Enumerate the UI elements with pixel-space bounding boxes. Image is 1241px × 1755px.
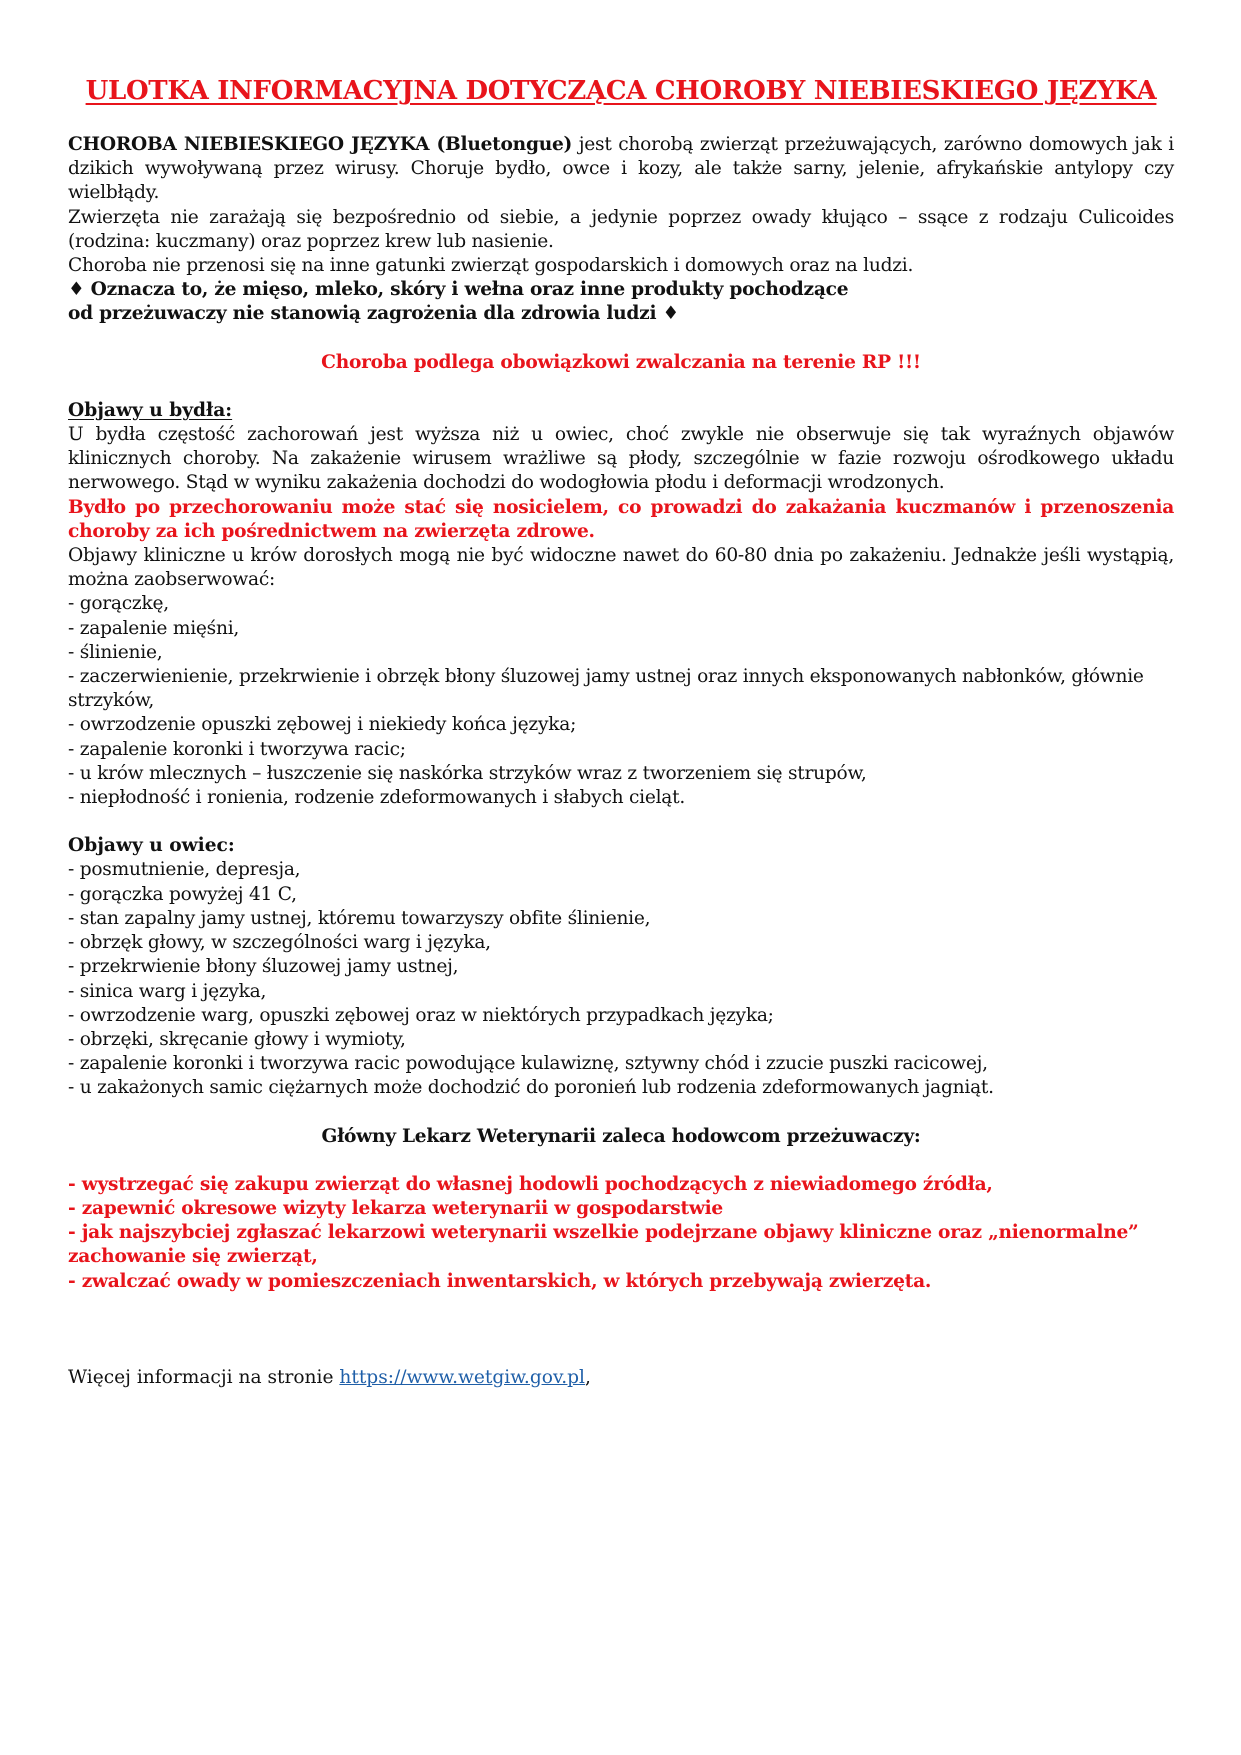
list-item: - jak najszybciej zgłaszać lekarzowi weterynarii wszelkie podejrzane objawy kliniczne oraz „nienormalne” zachowanie się zwierząt, <box>68 1222 1139 1268</box>
website-link[interactable]: https://www.wetgiw.gov.pl <box>339 1366 585 1388</box>
footer-info <box>68 1366 1174 1390</box>
intro-paragraph <box>68 133 1174 206</box>
sheep-symptom-list <box>68 858 1174 1100</box>
sheep-section <box>68 834 1174 1100</box>
list-item: - posmutnienie, depresja, <box>68 859 301 881</box>
list-item: - zapewnić okresowe wizyty lekarza weterynarii w gospodarstwie <box>68 1197 723 1219</box>
footer-text: Więcej informacji na stronie <box>68 1366 340 1388</box>
list-item: - gorączka powyżej 41 C, <box>68 883 297 905</box>
cattle-clinical: Objawy kliniczne u krów dorosłych mogą nie być widoczne nawet do 60-80 dnia po zakażeniu. Jednakże jeśli wystąpią, można zaobserwować: <box>68 545 1174 591</box>
list-item: - stan zapalny jamy ustnej, któremu towarzyszy obfite ślinienie, <box>68 907 651 929</box>
recommendations-heading: Główny Lekarz Weterynarii zaleca hodowcom przeżuwaczy: <box>321 1125 921 1147</box>
list-item: - zapalenie koronki i tworzywa racic; <box>68 738 406 760</box>
no-spread-paragraph: Choroba nie przenosi się na inne gatunki zwierząt gospodarskich i domowych oraz na ludzi. <box>68 255 914 277</box>
recommendations-section <box>68 1125 1174 1294</box>
document-title: ULOTKA INFORMACYJNA DOTYCZĄCA CHOROBY NIEBIESKIEGO JĘZYKA <box>85 76 1157 106</box>
transmission-paragraph: Zwierzęta nie zarażają się bezpośrednio od siebie, a jedynie poprzez owady kłująco – ssące z rodzaju Culicoides (rodzina: kuczmany) oraz poprzez krew lub nasienie. <box>68 206 1174 252</box>
list-item: - obrzęki, skręcanie głowy i wymioty, <box>68 1028 406 1050</box>
list-item: - zaczerwienienie, przekrwienie i obrzęk błony śluzowej jamy ustnej oraz innych eksponowanych nabłonków, głównie strzyków, <box>68 666 1144 712</box>
mandatory-notice: Choroba podlega obowiązkowi zwalczania na terenie RP !!! <box>321 351 921 373</box>
recommendations-list <box>68 1173 1174 1294</box>
list-item: - gorączkę, <box>68 593 169 615</box>
list-item: - owrzodzenie warg, opuszki zębowej oraz w niektórych przypadkach języka; <box>68 1004 774 1026</box>
list-item: - u krów mlecznych – łuszczenie się naskórka strzyków wraz z tworzeniem się strupów, <box>68 762 867 784</box>
list-item: - niepłodność i ronienia, rodzenie zdeformowanych i słabych cieląt. <box>68 787 686 809</box>
cattle-paragraph: U bydła częstość zachorowań jest wyższa niż u owiec, choć zwykle nie obserwuje się tak wyraźnych objawów klinicznych choroby. Na zakażenie wirusem wrażliwe są płody, szczególnie w fazie rozwoju ośrodkowego układu nerwowego. Stąd w wyniku zakażenia dochodzi do wodogłowia płodu i deformacji wrodzonych. <box>68 424 1174 494</box>
list-item: - u zakażonych samic ciężarnych może dochodzić do poronień lub rodzenia zdeformowanych jagniąt. <box>68 1077 994 1099</box>
intro-rest: jest chorobą zwierząt przeżuwających, zarówno domowych jak i dzikich wywoływaną przez wirusy. Choruje bydło, owce i kozy, ale także sarny, jelenie, afrykańskie antylopy czy wielbłądy. <box>68 134 1174 204</box>
cattle-symptom-list <box>68 592 1174 810</box>
list-item: - zapalenie mięśni, <box>68 617 240 639</box>
list-item: - owrzodzenie opuszki zębowej i niekiedy końca języka; <box>68 714 577 736</box>
intro-lead: CHOROBA NIEBIESKIEGO JĘZYKA (Bluetongue) <box>68 134 573 155</box>
list-item: - przekrwienie błony śluzowej jamy ustnej, <box>68 956 459 978</box>
list-item: - zwalczać owady w pomieszczeniach inwentarskich, w których przebywają zwierzęta. <box>68 1270 932 1292</box>
list-item: - zapalenie koronki i tworzywa racic powodujące kulawiznę, sztywny chód i zzucie puszki racicowej, <box>68 1053 988 1075</box>
leaflet-page <box>68 76 1174 1390</box>
safety-line-2: od przeżuwaczy nie stanowią zagrożenia dla zdrowia ludzi ♦ <box>68 303 679 325</box>
safety-line-1: ♦ Oznacza to, że mięso, mleko, skóry i wełna oraz inne produkty pochodzące <box>68 279 849 301</box>
sheep-heading: Objawy u owiec: <box>68 835 235 857</box>
cattle-heading: Objawy u bydła: <box>68 399 233 421</box>
list-item: - ślinienie, <box>68 641 163 663</box>
list-item: - wystrzegać się zakupu zwierząt do własnej hodowli pochodzących z niewiadomego źródła, <box>68 1173 993 1195</box>
intro-section <box>68 133 1174 327</box>
cattle-section <box>68 399 1174 810</box>
list-item: - obrzęk głowy, w szczególności warg i języka, <box>68 932 491 954</box>
footer-trailing: , <box>585 1366 591 1388</box>
list-item: - sinica warg i języka, <box>68 980 267 1002</box>
cattle-warning: Bydło po przechorowaniu może stać się nosicielem, co prowadzi do zakażania kuczmanów i przenoszenia choroby za ich pośrednictwem na zwierzęta zdrowe. <box>68 496 1174 542</box>
